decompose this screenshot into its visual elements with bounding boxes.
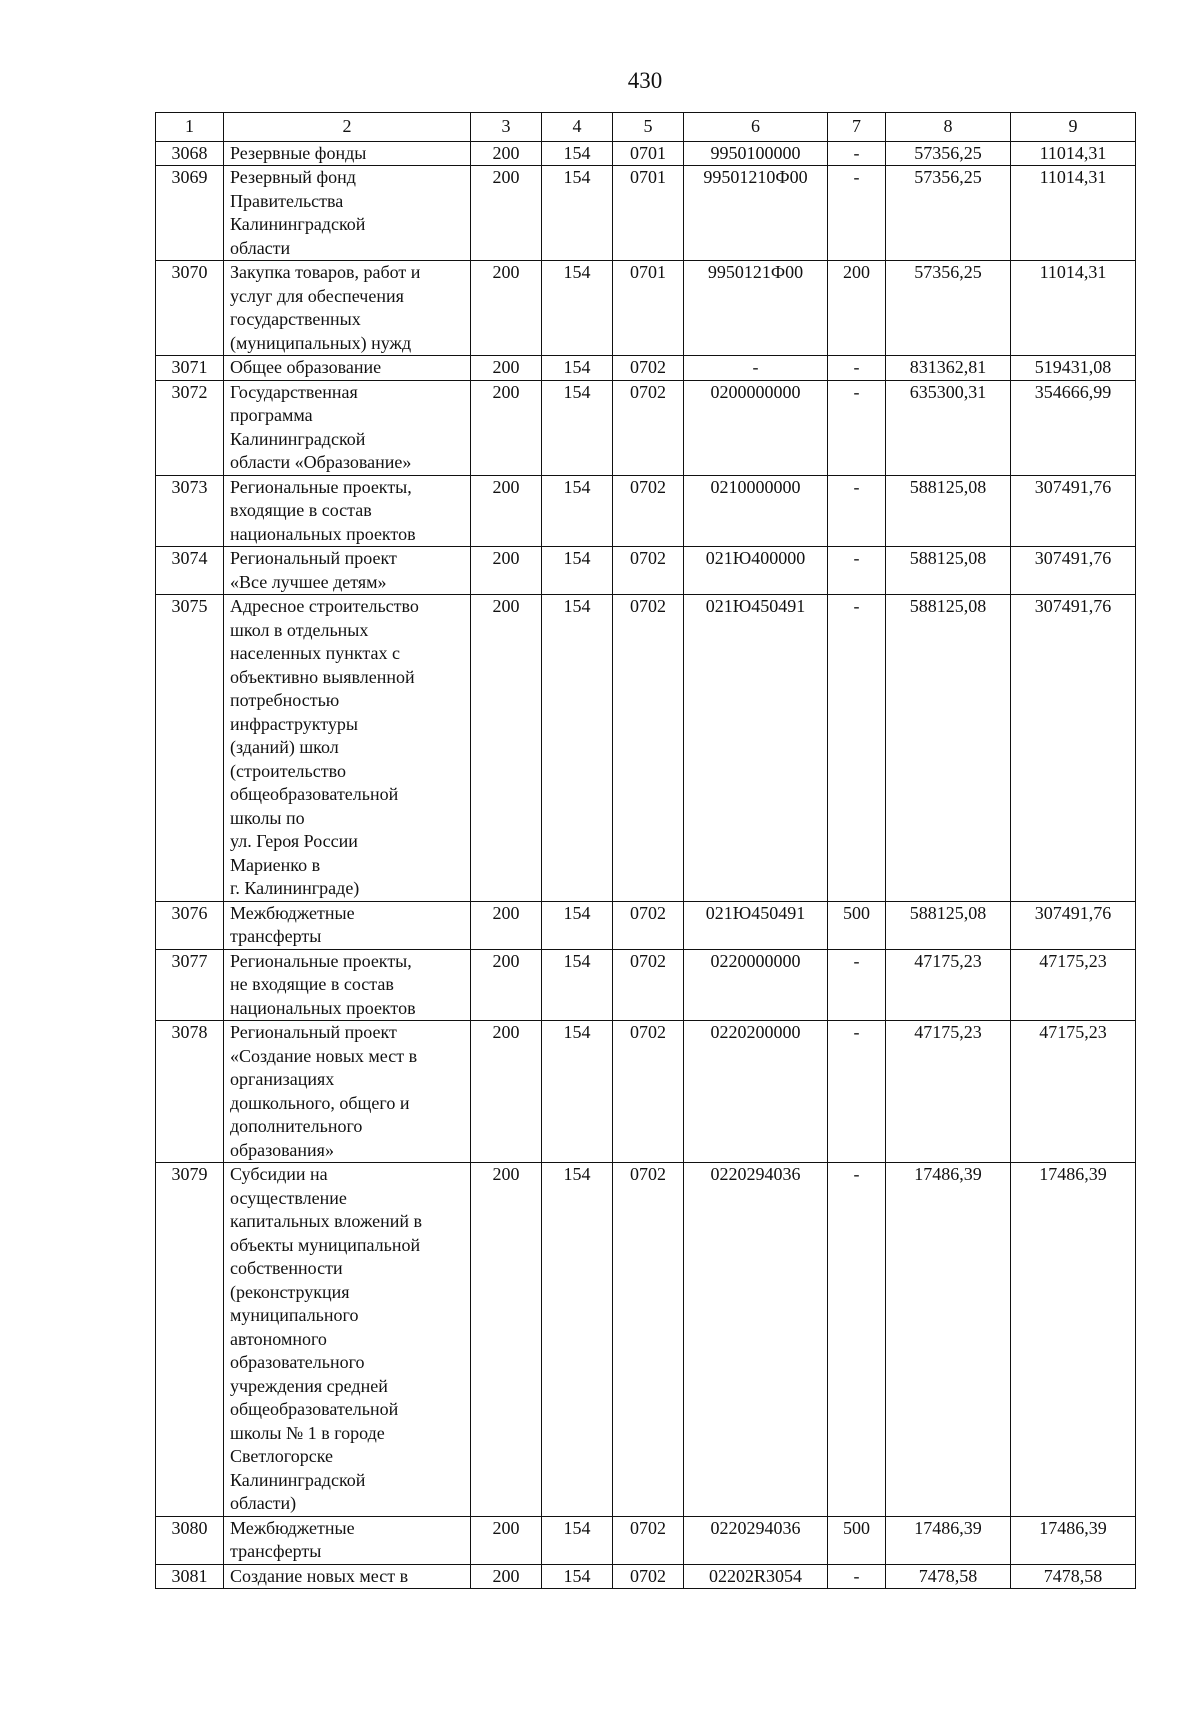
row-name-cell — [224, 356, 471, 381]
name-line: школы по — [230, 807, 305, 828]
name-line: Региональный проект — [230, 548, 397, 568]
col5-cell: 0702 — [613, 901, 684, 949]
col8-amount-cell: 588125,08 — [886, 901, 1011, 949]
name-line: трансферты — [230, 926, 322, 946]
table-row — [156, 1516, 1136, 1564]
row-name-cell — [224, 141, 471, 166]
table-body — [156, 141, 1136, 1589]
row-number-cell: 3071 — [156, 356, 224, 381]
col6-cell: 0220000000 — [684, 949, 828, 1021]
row-number-cell: 3072 — [156, 380, 224, 475]
name-line: Мариенко в — [230, 854, 321, 875]
name-line: муниципального — [230, 1305, 359, 1325]
name-line: Светлогорске — [230, 1446, 333, 1466]
col7-cell: 500 — [828, 1516, 886, 1564]
name-line: Создание новых мест в — [230, 1565, 409, 1586]
col7-cell: 500 — [828, 901, 886, 949]
name-line: (строительство — [230, 760, 346, 781]
name-line: Региональные проекты, — [230, 476, 412, 497]
name-line: области) — [230, 1493, 297, 1513]
col8-amount-cell: 588125,08 — [886, 595, 1011, 902]
col4-cell: 154 — [542, 1516, 613, 1564]
col9-amount-cell: 307491,76 — [1011, 901, 1136, 949]
row-number-cell: 3070 — [156, 261, 224, 356]
header-cell: 5 — [613, 113, 684, 142]
col4-cell: 154 — [542, 1564, 613, 1589]
col8-amount-cell: 57356,25 — [886, 261, 1011, 356]
col4-cell: 154 — [542, 901, 613, 949]
col9-amount-cell: 47175,23 — [1011, 949, 1136, 1021]
name-line: услуг для обеспечения — [230, 285, 404, 306]
col9-amount-cell: 307491,76 — [1011, 595, 1136, 902]
col7-cell: - — [828, 1564, 886, 1589]
col6-cell: 0220294036 — [684, 1163, 828, 1517]
col6-cell: - — [684, 356, 828, 381]
name-line: государственных — [230, 309, 361, 329]
row-name-cell — [224, 1163, 471, 1517]
col6-cell: 021Ю450491 — [684, 595, 828, 902]
col3-cell: 200 — [471, 1516, 542, 1564]
col8-amount-cell: 47175,23 — [886, 1021, 1011, 1163]
row-name-cell — [224, 261, 471, 356]
col9-amount-cell: 11014,31 — [1011, 261, 1136, 356]
name-line: капитальных вложений в — [230, 1211, 423, 1231]
col7-cell: - — [828, 166, 886, 261]
header-cell: 8 — [886, 113, 1011, 142]
col4-cell: 154 — [542, 547, 613, 595]
col8-amount-cell: 588125,08 — [886, 475, 1011, 547]
table-row — [156, 595, 1136, 902]
row-number-cell: 3076 — [156, 901, 224, 949]
name-line: национальных проектов — [230, 997, 416, 1018]
header-cell: 3 — [471, 113, 542, 142]
name-line: организациях — [230, 1069, 335, 1089]
row-name-cell — [224, 1564, 471, 1589]
table-row — [156, 141, 1136, 166]
col7-cell: - — [828, 547, 886, 595]
col5-cell: 0701 — [613, 166, 684, 261]
table-row — [156, 1021, 1136, 1163]
table-row — [156, 380, 1136, 475]
col3-cell: 200 — [471, 261, 542, 356]
col4-cell: 154 — [542, 949, 613, 1021]
col3-cell: 200 — [471, 1163, 542, 1517]
name-line: «Все лучшее детям» — [230, 571, 387, 592]
col3-cell: 200 — [471, 1564, 542, 1589]
col5-cell: 0702 — [613, 356, 684, 381]
table-row — [156, 949, 1136, 1021]
name-line: (муниципальных) нужд — [230, 332, 412, 353]
table-row — [156, 475, 1136, 547]
col9-amount-cell: 17486,39 — [1011, 1516, 1136, 1564]
row-number-cell: 3078 — [156, 1021, 224, 1163]
name-line: Резервный фонд — [230, 167, 356, 187]
col3-cell: 200 — [471, 380, 542, 475]
row-name-cell — [224, 949, 471, 1021]
name-line: Региональный проект — [230, 1022, 397, 1042]
name-line: Региональные проекты, — [230, 950, 412, 971]
col4-cell: 154 — [542, 595, 613, 902]
col5-cell: 0702 — [613, 1564, 684, 1589]
col6-cell: 0220294036 — [684, 1516, 828, 1564]
col5-cell: 0702 — [613, 475, 684, 547]
row-name-cell — [224, 166, 471, 261]
name-line: Межбюджетные — [230, 902, 355, 923]
col5-cell: 0701 — [613, 141, 684, 166]
name-line: «Создание новых мест в — [230, 1045, 418, 1066]
name-line: не входящие в состав — [230, 974, 394, 994]
row-name-cell — [224, 1516, 471, 1564]
header-cell: 2 — [224, 113, 471, 142]
col9-amount-cell: 11014,31 — [1011, 166, 1136, 261]
table-row — [156, 901, 1136, 949]
row-name-cell — [224, 475, 471, 547]
col9-amount-cell: 519431,08 — [1011, 356, 1136, 381]
row-name-cell — [224, 595, 471, 902]
col4-cell: 154 — [542, 166, 613, 261]
name-line: Правительства — [230, 190, 344, 211]
col8-amount-cell: 47175,23 — [886, 949, 1011, 1021]
col8-amount-cell: 635300,31 — [886, 380, 1011, 475]
row-number-cell: 3079 — [156, 1163, 224, 1517]
col5-cell: 0702 — [613, 1163, 684, 1517]
col9-amount-cell: 354666,99 — [1011, 380, 1136, 475]
col9-amount-cell: 17486,39 — [1011, 1163, 1136, 1517]
name-line: программа — [230, 405, 313, 425]
row-number-cell: 3068 — [156, 141, 224, 166]
col4-cell: 154 — [542, 1021, 613, 1163]
col5-cell: 0702 — [613, 1021, 684, 1163]
name-line: собственности — [230, 1258, 343, 1278]
col8-amount-cell: 831362,81 — [886, 356, 1011, 381]
col9-amount-cell: 11014,31 — [1011, 141, 1136, 166]
col3-cell: 200 — [471, 1021, 542, 1163]
name-line: образования» — [230, 1139, 334, 1160]
table-row — [156, 1163, 1136, 1517]
col3-cell: 200 — [471, 356, 542, 381]
col8-amount-cell: 57356,25 — [886, 141, 1011, 166]
name-line: объекты муниципальной — [230, 1234, 421, 1255]
name-line: Государственная — [230, 381, 358, 402]
col9-amount-cell: 47175,23 — [1011, 1021, 1136, 1163]
budget-table — [155, 112, 1136, 1589]
name-line: ул. Героя России — [230, 831, 358, 851]
name-line: общеобразовательной — [230, 1399, 399, 1419]
col7-cell: - — [828, 356, 886, 381]
name-line: трансферты — [230, 1541, 322, 1561]
row-name-cell — [224, 380, 471, 475]
row-name-cell — [224, 547, 471, 595]
col7-cell: - — [828, 1021, 886, 1163]
name-line: Адресное строительство — [230, 596, 419, 616]
row-number-cell: 3075 — [156, 595, 224, 902]
col6-cell: 0200000000 — [684, 380, 828, 475]
name-line: входящие в состав — [230, 500, 372, 520]
col8-amount-cell: 588125,08 — [886, 547, 1011, 595]
col6-cell: 99501210Ф00 — [684, 166, 828, 261]
name-line: Межбюджетные — [230, 1517, 355, 1538]
name-line: объективно выявленной — [230, 666, 415, 687]
col4-cell: 154 — [542, 1163, 613, 1517]
col9-amount-cell: 7478,58 — [1011, 1564, 1136, 1589]
col7-cell: - — [828, 380, 886, 475]
col6-cell: 0220200000 — [684, 1021, 828, 1163]
name-line: (зданий) школ — [230, 737, 339, 757]
name-line: дополнительного — [230, 1116, 363, 1136]
table-row — [156, 356, 1136, 381]
col8-amount-cell: 57356,25 — [886, 166, 1011, 261]
col3-cell: 200 — [471, 595, 542, 902]
col4-cell: 154 — [542, 475, 613, 547]
row-number-cell: 3074 — [156, 547, 224, 595]
name-line: Калининградской — [230, 428, 366, 449]
name-line: Калининградской — [230, 1469, 366, 1490]
header-cell: 6 — [684, 113, 828, 142]
name-line: образовательного — [230, 1352, 365, 1372]
name-line: национальных проектов — [230, 523, 416, 544]
name-line: школ в отдельных — [230, 619, 369, 640]
col4-cell: 154 — [542, 261, 613, 356]
name-line: области «Образование» — [230, 452, 412, 472]
col3-cell: 200 — [471, 475, 542, 547]
table-row — [156, 1564, 1136, 1589]
row-number-cell: 3080 — [156, 1516, 224, 1564]
col7-cell: - — [828, 475, 886, 547]
col6-cell: 021Ю400000 — [684, 547, 828, 595]
col5-cell: 0702 — [613, 949, 684, 1021]
name-line: Резервные фонды — [230, 142, 367, 163]
col7-cell: - — [828, 141, 886, 166]
row-number-cell: 3073 — [156, 475, 224, 547]
header-cell: 4 — [542, 113, 613, 142]
name-line: населенных пунктах с — [230, 643, 400, 663]
table-row — [156, 166, 1136, 261]
name-line: потребностью — [230, 690, 340, 710]
col3-cell: 200 — [471, 901, 542, 949]
col6-cell: 9950121Ф00 — [684, 261, 828, 356]
header-cell: 1 — [156, 113, 224, 142]
name-line: Калининградской — [230, 214, 366, 234]
table-row — [156, 547, 1136, 595]
col7-cell: - — [828, 1163, 886, 1517]
col4-cell: 154 — [542, 356, 613, 381]
name-line: школы № 1 в городе — [230, 1422, 385, 1443]
col5-cell: 0702 — [613, 380, 684, 475]
col9-amount-cell: 307491,76 — [1011, 547, 1136, 595]
name-line: области — [230, 237, 291, 258]
header-cell: 7 — [828, 113, 886, 142]
name-line: Закупка товаров, работ и — [230, 262, 421, 282]
header-row — [156, 113, 1136, 142]
col3-cell: 200 — [471, 547, 542, 595]
row-number-cell: 3077 — [156, 949, 224, 1021]
name-line: (реконструкция — [230, 1281, 350, 1302]
row-number-cell: 3081 — [156, 1564, 224, 1589]
col7-cell: 200 — [828, 261, 886, 356]
col8-amount-cell: 17486,39 — [886, 1163, 1011, 1517]
header-cell: 9 — [1011, 113, 1136, 142]
col5-cell: 0701 — [613, 261, 684, 356]
name-line: Субсидии на — [230, 1164, 328, 1184]
col6-cell: 9950100000 — [684, 141, 828, 166]
col5-cell: 0702 — [613, 547, 684, 595]
col8-amount-cell: 17486,39 — [886, 1516, 1011, 1564]
col6-cell: 021Ю450491 — [684, 901, 828, 949]
col3-cell: 200 — [471, 949, 542, 1021]
col4-cell: 154 — [542, 380, 613, 475]
col9-amount-cell: 307491,76 — [1011, 475, 1136, 547]
col8-amount-cell: 7478,58 — [886, 1564, 1011, 1589]
name-line: Общее образование — [230, 357, 382, 377]
row-name-cell — [224, 1021, 471, 1163]
col3-cell: 200 — [471, 166, 542, 261]
name-line: автономного — [230, 1328, 327, 1349]
col6-cell: 02202R3054 — [684, 1564, 828, 1589]
table-row — [156, 261, 1136, 356]
col7-cell: - — [828, 595, 886, 902]
name-line: инфраструктуры — [230, 713, 358, 734]
col4-cell: 154 — [542, 141, 613, 166]
row-number-cell: 3069 — [156, 166, 224, 261]
col5-cell: 0702 — [613, 595, 684, 902]
row-name-cell — [224, 901, 471, 949]
name-line: общеобразовательной — [230, 784, 399, 804]
col5-cell: 0702 — [613, 1516, 684, 1564]
name-line: учреждения средней — [230, 1375, 388, 1396]
col6-cell: 0210000000 — [684, 475, 828, 547]
name-line: дошкольного, общего и — [230, 1092, 410, 1113]
col7-cell: - — [828, 949, 886, 1021]
page-number: 430 — [627, 68, 663, 93]
name-line: г. Калининграде) — [230, 878, 360, 898]
name-line: осуществление — [230, 1187, 347, 1208]
col3-cell: 200 — [471, 141, 542, 166]
